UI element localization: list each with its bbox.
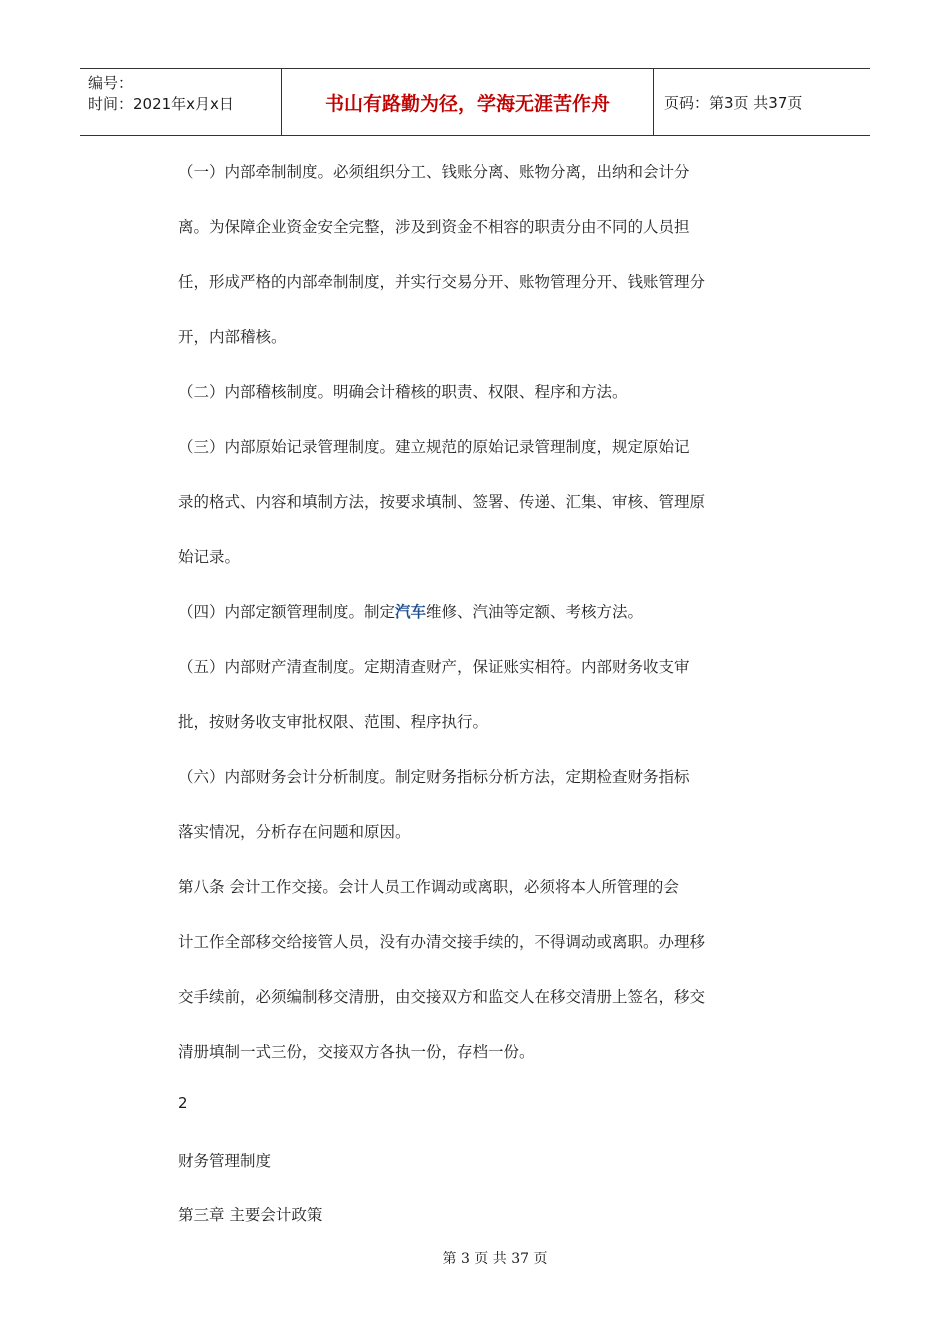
body-line: （一）内部牵制制度。必须组织分工、钱账分离、账物分离，出纳和会计分 [178,163,690,181]
body-line: 始记录。 [178,548,241,566]
body-line: 计工作全部移交给接管人员，没有办清交接手续的，不得调动或离职。办理移 [178,933,706,951]
header-meta [80,69,282,135]
body-line: 交手续前，必须编制移交清册，由交接双方和监交人在移交清册上签名，移交 [178,988,706,1006]
page-header [80,68,870,136]
header-motto: 书山有路勤为径，学海无涯苦作舟 [282,69,654,135]
chapter-title: 第三章 主要会计政策 [178,1206,323,1224]
page-marker: 2 [178,1094,188,1112]
document-date-label: 时间：2021年x月x日 [88,95,234,113]
body-line: （六）内部财务会计分析制度。制定财务指标分析方法，定期检查财务指标 [178,768,690,786]
body-line: 第八条 会计工作交接。会计人员工作调动或离职，必须将本人所管理的会 [178,878,679,896]
page-footer: 第 3 页 共 37 页 [442,1251,548,1267]
body-line: （二）内部稽核制度。明确会计稽核的职责、权限、程序和方法。 [178,383,628,401]
body-line: （三）内部原始记录管理制度。建立规范的原始记录管理制度，规定原始记 [178,438,690,456]
body-line: 落实情况，分析存在问题和原因。 [178,823,411,841]
body-line: 清册填制一式三份，交接双方各执一份，存档一份。 [178,1043,535,1061]
body-line: 离。为保障企业资金安全完整，涉及到资金不相容的职责分由不同的人员担 [178,218,690,236]
line-four-after: 维修、汽油等定额、考核方法。 [426,603,644,621]
body-line: 开，内部稽核。 [178,328,287,346]
body-line: 批，按财务收支审批权限、范围、程序执行。 [178,713,489,731]
line-four-before: （四）内部定额管理制度。制定 [178,603,396,621]
body-line-four [178,600,643,622]
body-line: （五）内部财产清查制度。定期清查财产，保证账实相符。内部财务收支审 [178,658,690,676]
header-page-label: 页码：第3页 共37页 [664,93,803,112]
document-number-label: 编号： [88,74,134,92]
section-title: 财务管理制度 [178,1152,272,1170]
body-line: 任，形成严格的内部牵制制度，并实行交易分开、账物管理分开、钱账管理分 [178,273,706,291]
body-line: 录的格式、内容和填制方法，按要求填制、签署、传递、汇集、审核、管理原 [178,493,706,511]
highlight-link[interactable]: 汽车 [395,602,427,621]
